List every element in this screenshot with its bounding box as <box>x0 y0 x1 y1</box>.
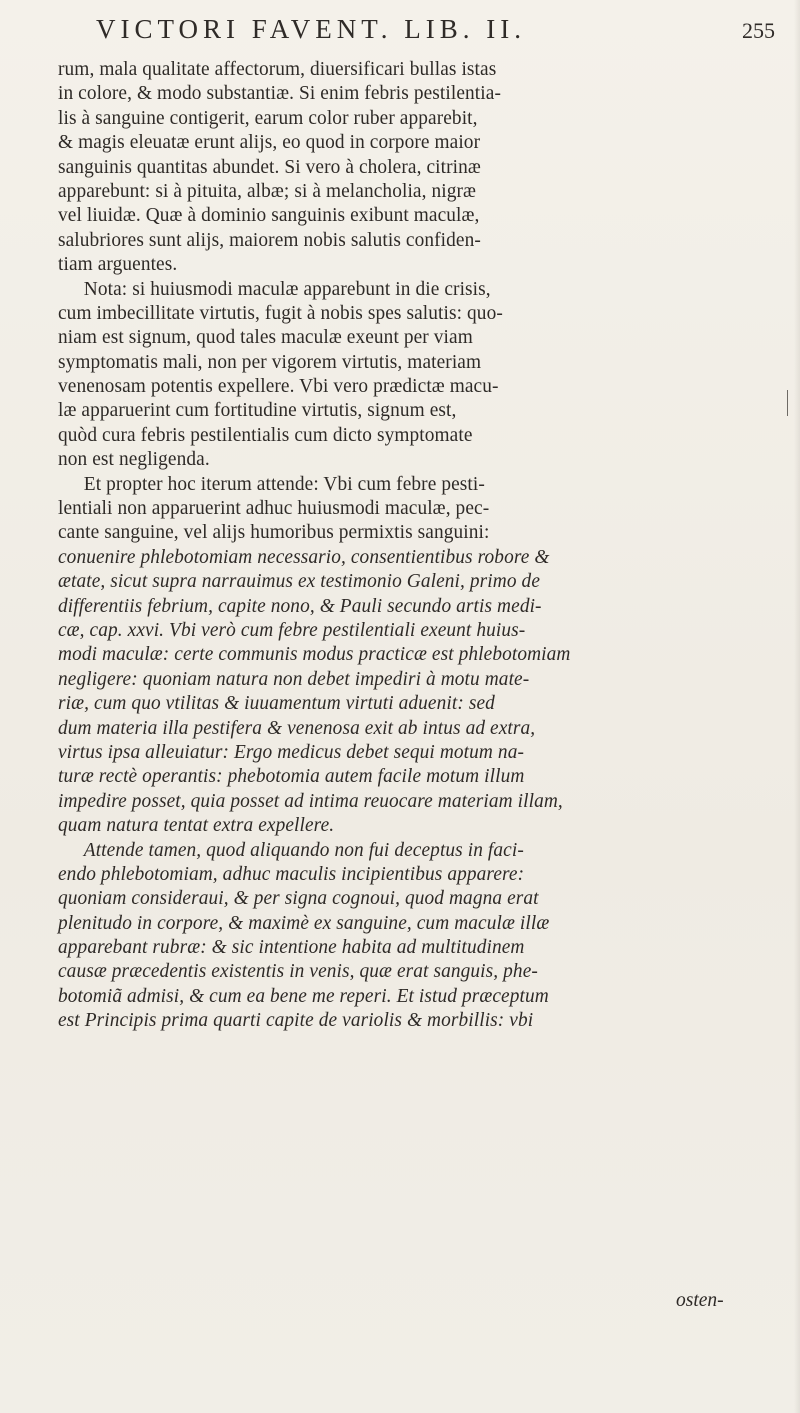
text-line: & magis eleuatæ erunt alijs, eo quod in corpore maior <box>58 132 481 154</box>
text-line: impedire posset, quia posset ad intima reuocare materiam illam, <box>58 790 563 812</box>
text-line: est Principis prima quarti capite de variolis & morbillis: vbi <box>58 1010 534 1032</box>
text-line: Attende tamen, quod aliquando non fui deceptus in faci- <box>83 839 524 861</box>
page-edge-shadow <box>794 0 800 1413</box>
text-line: riæ, cum quo vtilitas & iuuamentum virtuti aduenit: sed <box>58 693 495 715</box>
text-line: causæ præcedentis existentis in venis, quæ erat sanguis, phe- <box>58 961 538 983</box>
text-line: apparebunt: si à pituita, albæ; si à melancholia, nigræ <box>58 180 477 202</box>
text-line: lentiali non apparuerint adhuc huiusmodi maculæ, pec- <box>58 498 490 520</box>
page-header <box>0 14 800 54</box>
text-line: botomiã admisi, & cum ea bene me reperi. Et istud præceptum <box>58 985 549 1007</box>
text-line: cæ, cap. xxvi. Vbi verò cum febre pestilentiali exeunt huius- <box>58 619 526 641</box>
text-line: cante sanguine, vel alijs humoribus permixtis sanguini: <box>58 522 490 544</box>
text-line: læ apparuerint cum fortitudine virtutis, signum est, <box>58 400 457 422</box>
text-line: Et propter hoc iterum attende: Vbi cum febre pesti- <box>83 473 485 495</box>
text-line: quòd cura febris pestilentialis cum dicto symptomate <box>58 424 473 446</box>
text-line: niam est signum, quod tales maculæ exeunt per viam <box>58 327 473 349</box>
text-line: ætate, sicut supra narrauimus ex testimonio Galeni, primo de <box>58 571 541 593</box>
page-number: 255 <box>742 18 775 43</box>
text-line: differentiis febrium, capite nono, & Pauli secundo artis medi- <box>58 595 542 617</box>
text-line: apparebant rubræ: & sic intentione habita ad multitudinem <box>58 937 525 959</box>
text-line: dum materia illa pestifera & venenosa exit ab intus ad extra, <box>58 717 536 739</box>
text-line: virtus ipsa alleuiatur: Ergo medicus debet sequi motum na- <box>58 741 525 763</box>
text-line: turæ rectè operantis: phebotomia autem facile motum illum <box>58 766 525 788</box>
text-line: rum, mala qualitate affectorum, diuersificari bullas istas <box>58 59 497 80</box>
text-line: salubriores sunt alijs, maiorem nobis salutis confiden- <box>58 229 481 251</box>
text-line: symptomatis mali, non per vigorem virtutis, materiam <box>58 351 482 373</box>
text-line: lis à sanguine contigerit, earum color ruber apparebit, <box>58 107 478 129</box>
text-line: in colore, & modo substantiæ. Si enim febris pestilentia- <box>58 83 501 105</box>
text-line: modi maculæ: certe communis modus practicæ est phlebotomiam <box>58 644 571 666</box>
catchword: osten- <box>676 1290 724 1311</box>
text-line: quoniam consideraui, & per signa cognoui, quod magna erat <box>58 888 539 910</box>
text-line: conuenire phlebotomiam necessario, consentientibus robore & <box>58 546 550 568</box>
text-line: negligere: quoniam natura non debet impediri à motu mate- <box>58 668 530 690</box>
body-text <box>58 58 792 1034</box>
text-line: tiam arguentes. <box>58 254 178 276</box>
text-line: endo phlebotomiam, adhuc maculis incipientibus apparere: <box>58 863 525 885</box>
text-line: quam natura tentat extra expellere. <box>58 815 335 837</box>
running-head: VICTORI FAVENT. LIB. II. <box>96 14 526 44</box>
text-line: cum imbecillitate virtutis, fugit à nobis spes salutis: quo- <box>58 302 503 324</box>
text-line: venenosam potentis expellere. Vbi vero prædictæ macu- <box>58 376 499 398</box>
text-line: non est negligenda. <box>58 449 210 471</box>
text-line: Nota: si huiusmodi maculæ apparebunt in die crisis, <box>83 278 491 300</box>
text-line: plenitudo in corpore, & maximè ex sanguine, cum maculæ illæ <box>58 912 550 934</box>
text-line: sanguinis quantitas abundet. Si vero à cholera, citrinæ <box>58 156 481 178</box>
text-line: vel liuidæ. Quæ à dominio sanguinis exibunt maculæ, <box>58 205 480 227</box>
margin-mark <box>787 390 788 416</box>
